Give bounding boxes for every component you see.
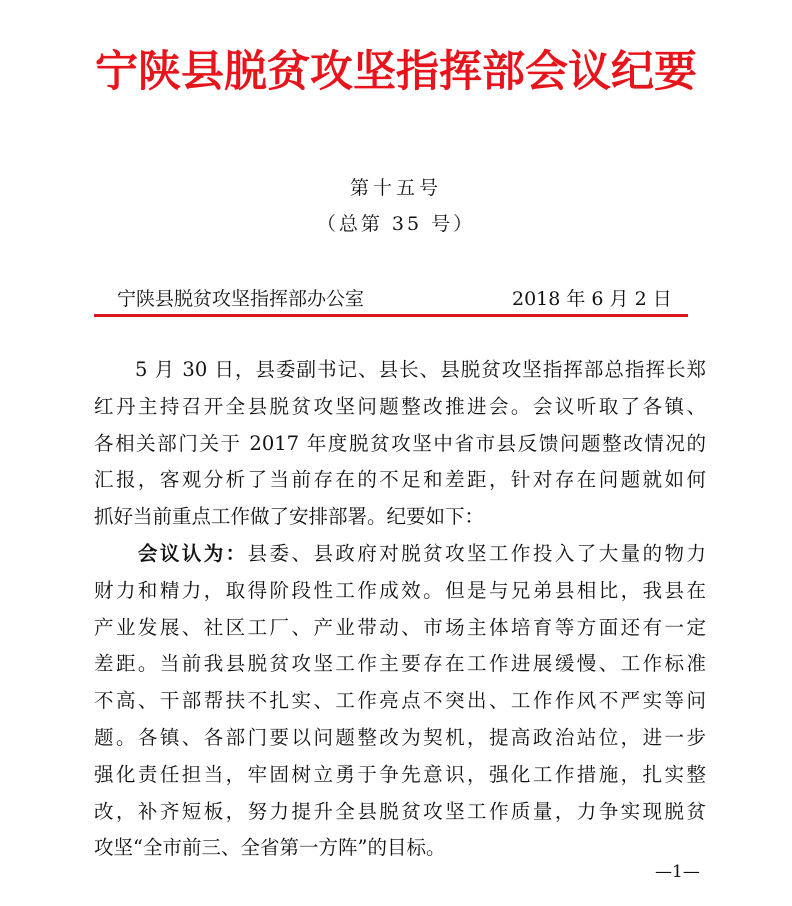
paragraph-lead: 会议认为： [94,541,248,565]
issue-date: 2018 年 6 月 2 日 [512,288,672,310]
text-line: 红丹主持召开全县脱贫攻坚问题整改推进会。会议听取了各镇、 [94,394,706,418]
text-line: 财力和精力，取得阶段性工作成效。但是与兄弟县相比，我县在 [94,578,706,602]
text-line [94,536,706,573]
sender-office: 宁陕县脱贫攻坚指挥部办公室 [117,288,365,310]
document-title: 宁陕县脱贫攻坚指挥部会议纪要 [95,47,697,97]
text-line: 不高、干部帮扶不扎实、工作亮点不突出、工作作风不严实等问 [94,689,706,713]
document-body [94,352,706,867]
text-line: 各相关部门关于 2017 年度脱贫攻坚中省市县反馈问题整改情况的 [94,431,706,455]
text-line: 强化责任担当，牢固树立勇于争先意识，强化工作措施，扎实整 [94,762,706,786]
paragraph-2 [94,536,706,867]
issue-total: （总第 35 号） [316,213,476,235]
issue-number: 第十五号 [349,177,442,199]
text-line: 题。各镇、各部门要以问题整改为契机，提高政治站位，进一步 [94,725,706,749]
text-line: 差距。当前我县脱贫攻坚工作主要存在工作进展缓慢、工作标准 [94,652,706,676]
paragraph-first-text: 县委、县政府对脱贫攻坚工作投入了大量的物力 [247,541,706,565]
text-line: 汇报，客观分析了当前存在的不足和差距，针对存在问题就如何 [94,468,706,492]
text-line: 产业发展、社区工厂、产业带动、市场主体培育等方面还有一定 [94,615,706,639]
page-number: —1— [655,862,700,882]
header-divider [94,314,688,317]
paragraph-1 [94,352,706,536]
text-line: 改，补齐短板，努力提升全县脱贫攻坚工作质量，力争实现脱贫 [94,799,706,823]
text-line: 抓好当前重点工作做了安排部署。纪要如下： [94,505,485,529]
text-line: 攻坚“全市前三、全省第一方阵”的目标。 [94,836,446,860]
text-line: 5 月 30 日，县委副书记、县长、县脱贫攻坚指挥部总指挥长郑 [94,358,706,381]
